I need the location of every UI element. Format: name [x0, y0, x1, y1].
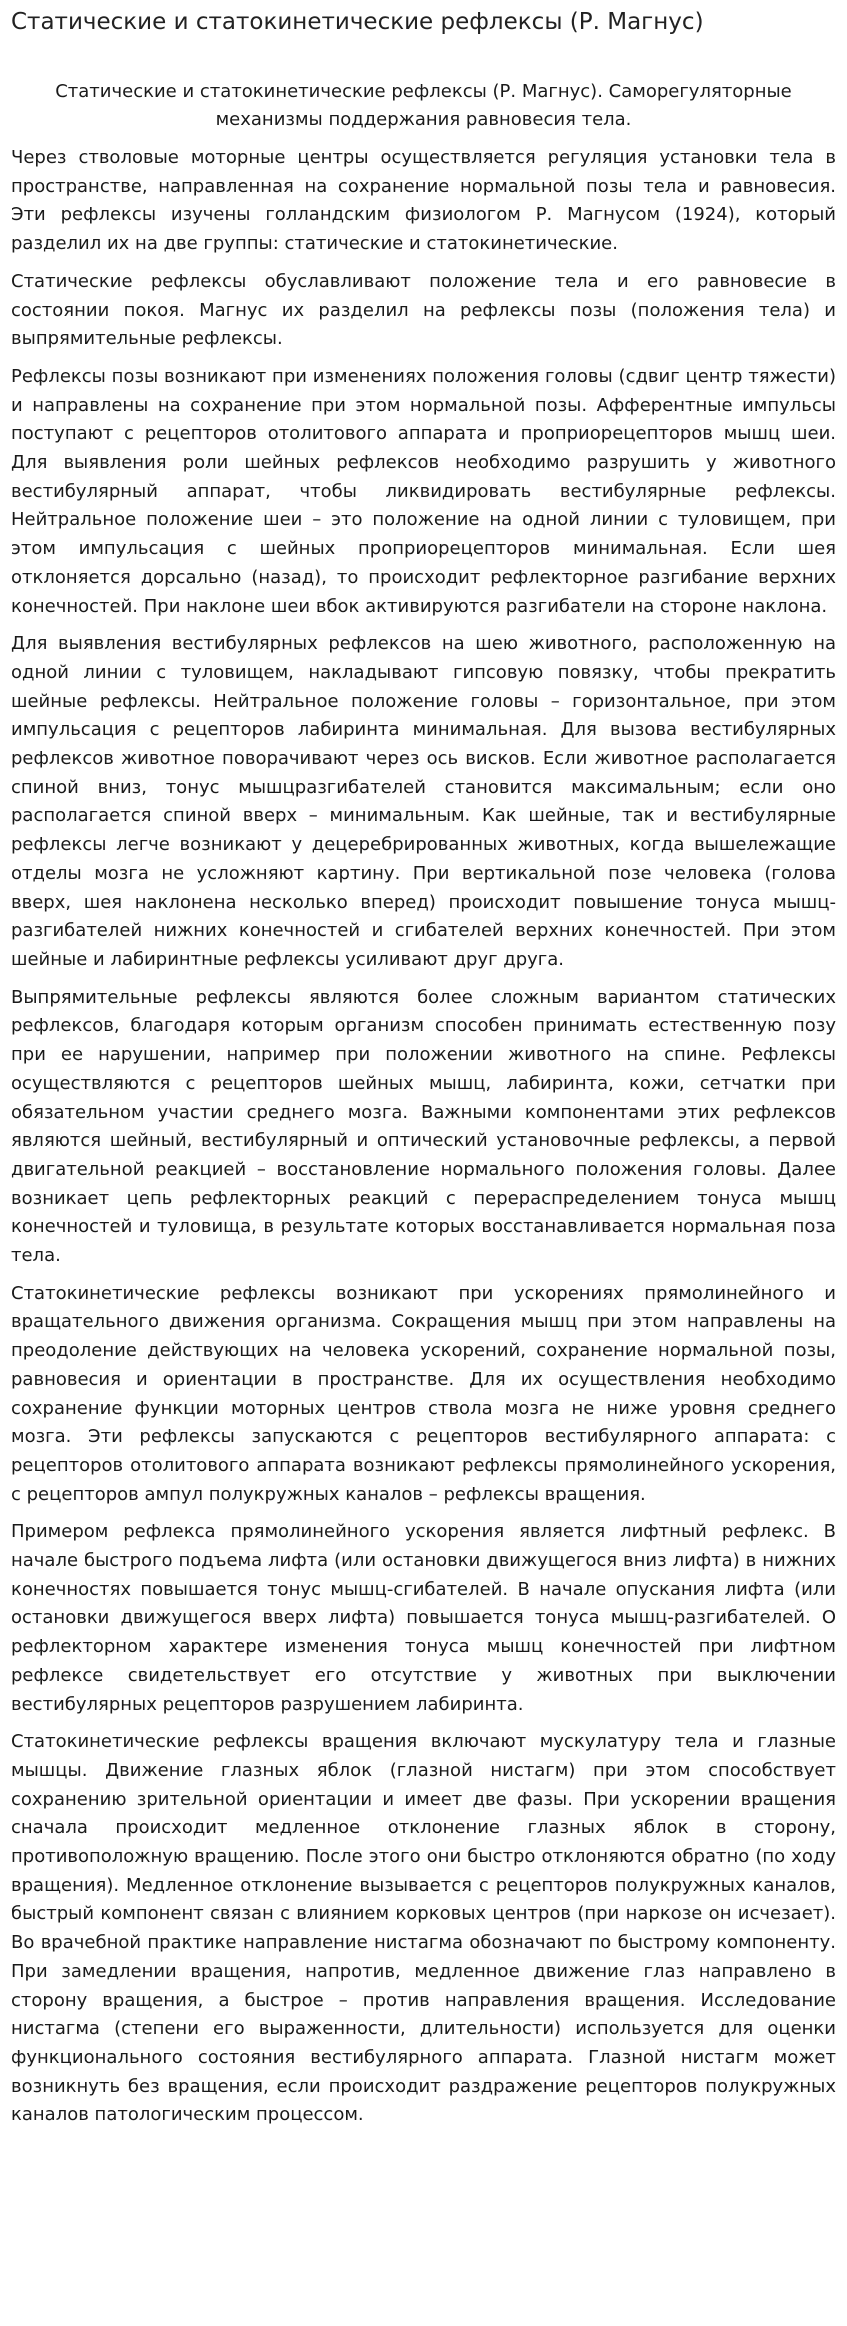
article-subtitle: Статические и статокинетические рефлексы (Р. Магнус). Саморегуляторные механизмы поддержания равновесия тела.	[55, 81, 792, 130]
paragraph-2: Статические рефлексы обуславливают положение тела и его равновесие в состоянии покоя. Магнус их разделил на рефлексы позы (положения тела) и выпрямительные рефлексы.	[11, 270, 836, 350]
paragraph-8: Статокинетические рефлексы вращения включают мускулатуру тела и глазные мышцы. Движение глазных яблок (глазной нистагм) при этом способствует сохранению зрительной ориентации и имеет две фазы. При ускорении вращения сначала происходит медленное отклонение глазных яблок в сторону, противоположную вращению. После этого они быстро отклоняются обратно (по ходу вращения). Медленное отклонение вызывается с рецепторов полукружных каналов, быстрый компонент связан с влиянием корковых центров (при наркозе он исчезает). Во врачебной практике направление нистагма обозначают по быстрому компоненту. При замедлении вращения, напротив, медленное движение глаз направлено в сторону вращения, а быстрое – против направления вращения. Исследование нистагма (степени его выраженности, длительности) используется для оценки функционального состояния вестибулярного аппарата. Глазной нистагм может возникнуть без вращения, если происходит раздражение рецепторов полукружных каналов патологическим процессом.	[11, 1731, 836, 2126]
paragraph-7: Примером рефлекса прямолинейного ускорения является лифтный рефлекс. В начале быстрого подъема лифта (или остановки движущегося вниз лифта) в нижних конечностях повышается тонус мышц-сгибателей. В начале опускания лифта (или остановки движущегося вверх лифта) повышается тонуса мышц-разгибателей. О рефлекторном характере изменения тонуса мышц конечностей при лифтном рефлексе свидетельствует его отсутствие у животных при выключении вестибулярных рецепторов разрушением лабиринта.	[11, 1521, 836, 1715]
page-title: Статические и статокинетические рефлексы (Р. Магнус)	[11, 9, 704, 35]
paragraph-6: Статокинетические рефлексы возникают при ускорениях прямолинейного и вращательного движения организма. Сокращения мышц при этом направлены на преодоление действующих на человека ускорений, сохранение нормальной позы, равновесия и ориентации в пространстве. Для их осуществления необходимо сохранение функции моторных центров ствола мозга не ниже уровня среднего мозга. Эти рефлексы запускаются с рецепторов вестибулярного аппарата: с рецепторов отолитового аппарата возникают рефлексы прямолинейного ускорения, с рецепторов ампул полукружных каналов – рефлексы вращения.	[11, 1282, 836, 1505]
paragraph-1: Через стволовые моторные центры осуществляется регуляция установки тела в пространстве, направленная на сохранение нормальной позы тела и равновесия. Эти рефлексы изучены голландским физиологом Р. Магнусом (1924), который разделил их на две группы: статические и статокинетические.	[11, 147, 836, 255]
article	[0, 8, 847, 2130]
paragraph-5: Выпрямительные рефлексы являются более сложным вариантом статических рефлексов, благодаря которым организм способен принимать естественную позу при ее нарушении, например при положении животного на спине. Рефлексы осуществляются с рецепторов шейных мышц, лабиринта, кожи, сетчатки при обязательном участии среднего мозга. Важными компонентами этих рефлексов являются шейный, вестибулярный и оптический установочные рефлексы, а первой двигательной реакцией – восстановление нормального положения головы. Далее возникает цепь рефлекторных реакций с перераспределением тонуса мышц конечностей и туловища, в результате которых восстанавливается нормальная поза тела.	[11, 986, 836, 1267]
paragraph-3: Рефлексы позы возникают при изменениях положения головы (сдвиг центр тяжести) и направлены на сохранение при этом нормальной позы. Афферентные импульсы поступают с рецепторов отолитового аппарата и проприорецепторов мышц шеи. Для выявления роли шейных рефлексов необходимо разрушить у животного вестибулярный аппарат, чтобы ликвидировать вестибулярные рефлексы. Нейтральное положение шеи – это положение на одной линии с туловищем, при этом импульсация с шейных проприорецепторов минимальная. Если шея отклоняется дорсально (назад), то происходит рефлекторное разгибание верхних конечностей. При наклоне шеи вбок активируются разгибатели на стороне наклона.	[11, 365, 836, 617]
paragraph-4: Для выявления вестибулярных рефлексов на шею животного, расположенную на одной линии с туловищем, накладывают гипсовую повязку, чтобы прекратить шейные рефлексы. Нейтральное положение головы – горизонтальное, при этом импульсация с рецепторов лабиринта минимальная. Для вызова вестибулярных рефлексов животное поворачивают через ось висков. Если животное располагается спиной вниз, тонус мышцразгибателей становится максимальным; если оно располагается спиной вверх – минимальным. Как шейные, так и вестибулярные рефлексы легче возникают у децеребрированных животных, когда вышележащие отделы мозга не усложняют картину. При вертикальной позе человека (голова вверх, шея наклонена несколько вперед) происходит повышение тонуса мышц-разгибателей нижних конечностей и сгибателей верхних конечностей. При этом шейные и лабиринтные рефлексы усиливают друг друга.	[11, 633, 836, 970]
